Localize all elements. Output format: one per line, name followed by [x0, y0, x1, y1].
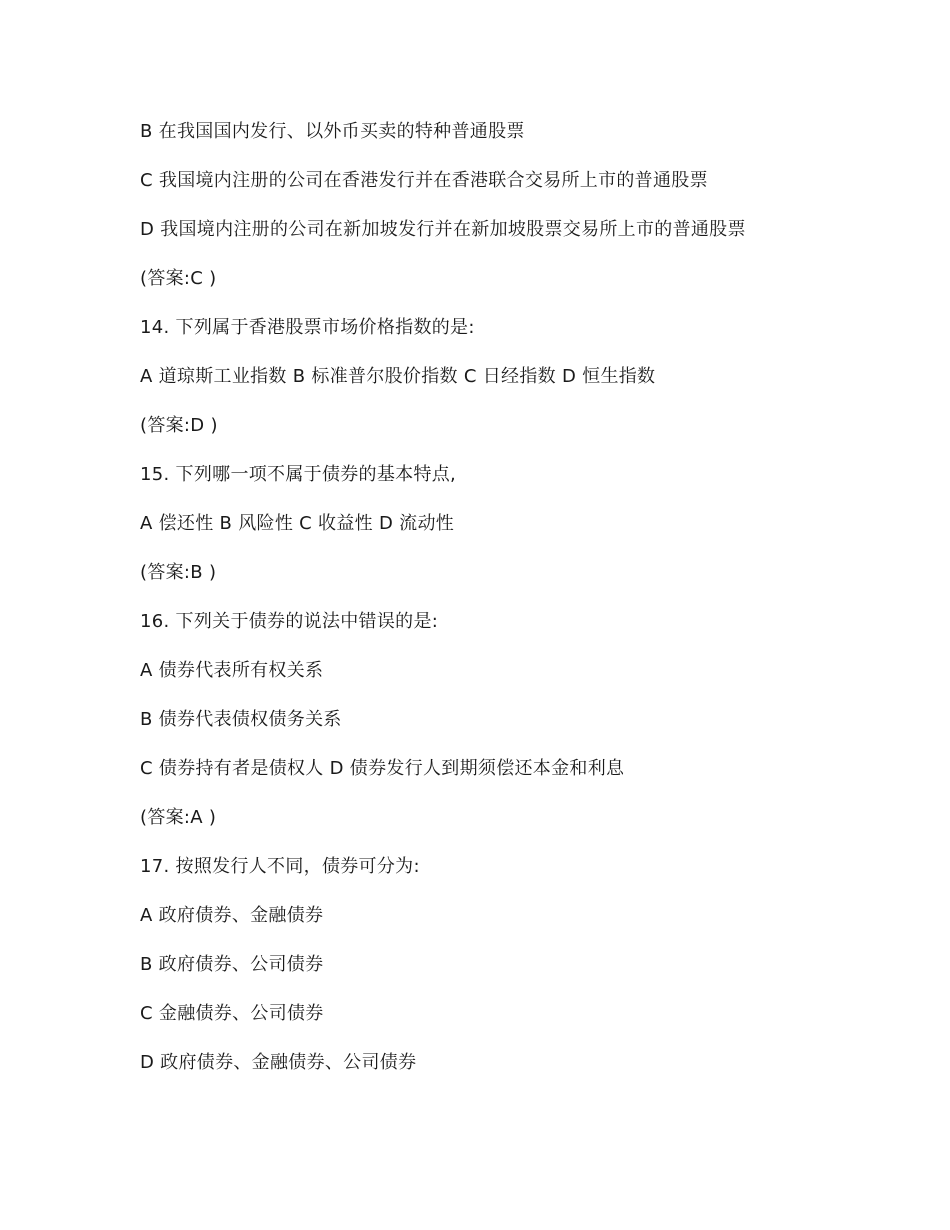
question-17-option-d: D 政府债券、金融债券、公司债券	[140, 1052, 417, 1073]
question-15: 15. 下列哪一项不属于债券的基本特点,	[140, 464, 457, 485]
option-b-line: B 在我国国内发行、以外币买卖的特种普通股票	[140, 121, 525, 142]
answer-14: (答案:D )	[140, 415, 218, 436]
question-16-option-b: B 债券代表债权债务关系	[140, 709, 342, 730]
question-15-options: A 偿还性 B 风险性 C 收益性 D 流动性	[140, 513, 455, 534]
answer-13: (答案:C )	[140, 268, 217, 289]
question-16-option-a: A 债券代表所有权关系	[140, 660, 324, 681]
question-14-options: A 道琼斯工业指数 B 标准普尔股价指数 C 日经指数 D 恒生指数	[140, 366, 656, 387]
question-16-options-c-d: C 债券持有者是债权人 D 债券发行人到期须偿还本金和利息	[140, 758, 625, 779]
option-c-line: C 我国境内注册的公司在香港发行并在香港联合交易所上市的普通股票	[140, 170, 708, 191]
document-body	[140, 116, 810, 1096]
question-14: 14. 下列属于香港股票市场价格指数的是:	[140, 317, 475, 338]
question-17-option-b: B 政府债券、公司债券	[140, 954, 324, 975]
question-17: 17. 按照发行人不同，债券可分为:	[140, 856, 420, 877]
question-17-option-c: C 金融债券、公司债券	[140, 1003, 324, 1024]
option-d-line: D 我国境内注册的公司在新加坡发行并在新加坡股票交易所上市的普通股票	[140, 219, 746, 240]
question-17-option-a: A 政府债券、金融债券	[140, 905, 324, 926]
answer-15: (答案:B )	[140, 562, 217, 583]
answer-16: (答案:A )	[140, 807, 217, 828]
question-16: 16. 下列关于债券的说法中错误的是:	[140, 611, 439, 632]
